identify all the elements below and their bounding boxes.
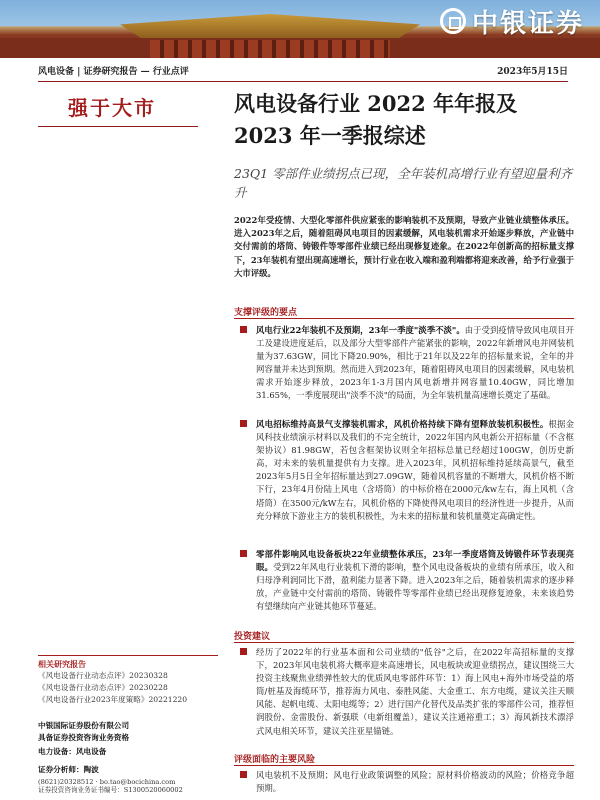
report-date: 2023年5月15日 bbox=[497, 66, 568, 77]
analyst-info bbox=[38, 764, 218, 776]
related-report-link[interactable]: 《风电设备行业动态点评》20230228 bbox=[38, 683, 168, 692]
report-category: 风电设备 | 证券研究报告 — 行业点评 bbox=[38, 66, 189, 77]
risk-heading: 评级面临的主要风险 bbox=[234, 755, 316, 765]
bullet-body: 由于受到疫情导致风电项目开工及建设进度延后，以及部分大型零部件产能紧张的影响，2022年新增风电并网装机量为37.63GW，同比下降20.90%，相比于21年以及22年的招标量来说，全年的并网容量并未达到预期。然而进入到2023年，随着阻碍风电项目的因素缓解，风电装机需求开始逐步释放，2023年1-3月国内风电新增并网容量10.40GW，同比增加31.65%，一季度展现出"淡季不淡"的局面，为全年装机量高速增长奠定了基础。 bbox=[256, 325, 574, 401]
analyst-license: 证券投资咨询业务证书编号：S1300520060002 bbox=[38, 786, 183, 794]
bullet-icon bbox=[240, 420, 247, 427]
risk-text: 风电装机不及预期；风电行业政策调整的风险；原材料价格波动的风险；价格竞争超预期。 bbox=[256, 770, 574, 794]
invest-text: 经历了2022年的行业基本面和公司业绩的"低谷"之后，在2022年高招标量的支撑下，2023年风电装机将大概率迎来高速增长，风电板块或迎业绩拐点，建议围绕三大投资主线聚焦业绩弹性较大的优质风电零部件环节：1）海上风电+海外市场受益的塔筒/桩基及海缆环节，推荐海力风电、泰胜风能、大金重工、东方电缆，建议关注天顺风能、起帆电缆、太阳电缆等；2）进行国产化替代及品类扩张的零部件公司，推荐恒润股份、金雷股份、新强联（电新组覆盖），建议关注通裕重工；3）海风新技术漂浮式风电相关环节，建议关注亚星锚链。 bbox=[256, 647, 574, 736]
bullet-item bbox=[236, 418, 574, 523]
bullet-icon bbox=[240, 326, 247, 333]
bullet-icon bbox=[240, 550, 247, 557]
related-report-link[interactable]: 《风电设备行业动态点评》20230328 bbox=[38, 671, 168, 680]
bullet-body: 根据金风科技业绩演示材料以及我们的不完全统计，2022年国内风电新公开招标量（不含框架协议）81.98GW，若包含框架协议则全年招标总量已经超过100GW，创历史新高，对未来的装机量提供有力支撑。进入2023年，风机招标维持延续高景气，截至2023年5月5日全年招标量达到27.09GW，随着风机容量的不断增大，风机价格不断下行，23年4月份陆上风电（含塔筒）的中标价格在2000元/kw左右，海上风机（含塔筒）在3500元/kW左右，风机价格的下降使得风电项目的经济性进一步提升，从而充分释放下游业主方的装机积极性，为未来的招标量和装机量奠定高确定性。 bbox=[256, 419, 574, 521]
report-subtitle: 23Q1 零部件业绩拐点已现，全年装机高增行业有望迎量利齐升 bbox=[234, 166, 573, 200]
related-reports bbox=[38, 658, 218, 706]
company-info bbox=[38, 720, 218, 758]
company-qualification: 具备证券投资咨询业务资格 bbox=[38, 733, 130, 742]
related-report-link[interactable]: 《风电设备行业2023年度策略》20221220 bbox=[38, 695, 188, 704]
brand-logo bbox=[440, 0, 584, 42]
header-banner-image bbox=[0, 0, 600, 58]
logo-icon bbox=[440, 8, 466, 34]
support-divider bbox=[234, 318, 574, 319]
analyst-contact: (8621)20328512 · bo.tao@bocichina.com 证券投资咨询业务证书编号：S1300520060002 bbox=[38, 778, 218, 794]
risk-divider bbox=[234, 765, 574, 766]
palace-columns-graphic bbox=[150, 40, 390, 58]
bullet-icon bbox=[240, 648, 247, 655]
rating-label: 强于大市 bbox=[68, 96, 156, 120]
analyst-name: 证券分析师：陶波 bbox=[38, 765, 99, 774]
invest-divider bbox=[234, 642, 574, 643]
analyst-phone: (8621)20328512 bbox=[38, 778, 94, 786]
support-heading: 支撑评级的要点 bbox=[234, 308, 298, 318]
meta-bar bbox=[38, 60, 568, 80]
sector-label: 电力设备：风电设备 bbox=[38, 747, 107, 756]
left-top-divider bbox=[38, 655, 218, 656]
invest-heading: 投资建议 bbox=[234, 632, 271, 642]
bullet-item bbox=[236, 548, 574, 613]
meta-divider bbox=[38, 81, 568, 82]
logo-text: 中银证券 bbox=[471, 8, 584, 39]
company-name: 中银国际证券股份有限公司 bbox=[38, 721, 130, 730]
bullet-body: 受到22年风电行业装机下滑的影响，整个风电设备板块的业绩有所承压，收入和归母净利润同比下滑，盈利能力显著下降。进入2023年之后，随着装机需求的逐步释放，产业链中交付需前的塔筒、铸锻件等零部件业绩已经出现修复迹象，未来该趋势有望继续向产业链其他环节蔓延。 bbox=[256, 562, 575, 612]
bullet-icon bbox=[240, 771, 247, 778]
bullet-lead: 风电招标维持高景气支撑装机需求，风机价格持续下降有望释放装机积极性。 bbox=[256, 419, 549, 429]
bullet-item bbox=[236, 324, 574, 403]
palace-roof-graphic bbox=[120, 14, 420, 40]
rating-divider bbox=[38, 126, 198, 127]
risk-paragraph bbox=[236, 769, 574, 795]
bullet-lead: 零部件影响风电设备板块22年业绩整体承压，23年一季度塔筒及铸锻件环节表现亮眼。 bbox=[256, 549, 574, 573]
bullet-lead: 风电行业22年装机不及预期，23年一季度"淡季不淡"。 bbox=[256, 325, 465, 335]
invest-paragraph bbox=[236, 646, 574, 738]
summary-paragraph: 2022年受疫情、大型化零部件供应紧张的影响装机不及预期，导致产业链业绩整体承压。进入2023年之后，随着阻碍风电项目的因素缓解，风电装机需求开始逐步释放，产业链中交付需前的塔筒、铸锻件等零部件业绩已经出现修复迹象。在2022年创新高的招标量支撑下，23年装机有望出现高速增长，预计行业在收入端和盈利端都将迎来改善，给予行业强于大市评级。 bbox=[234, 215, 574, 278]
analyst-email[interactable]: bo.tao@bocichina.com bbox=[99, 778, 176, 786]
related-heading: 相关研究报告 bbox=[38, 659, 86, 669]
report-title: 风电设备行业 2022 年年报及 2023 年一季报综述 bbox=[234, 91, 518, 148]
